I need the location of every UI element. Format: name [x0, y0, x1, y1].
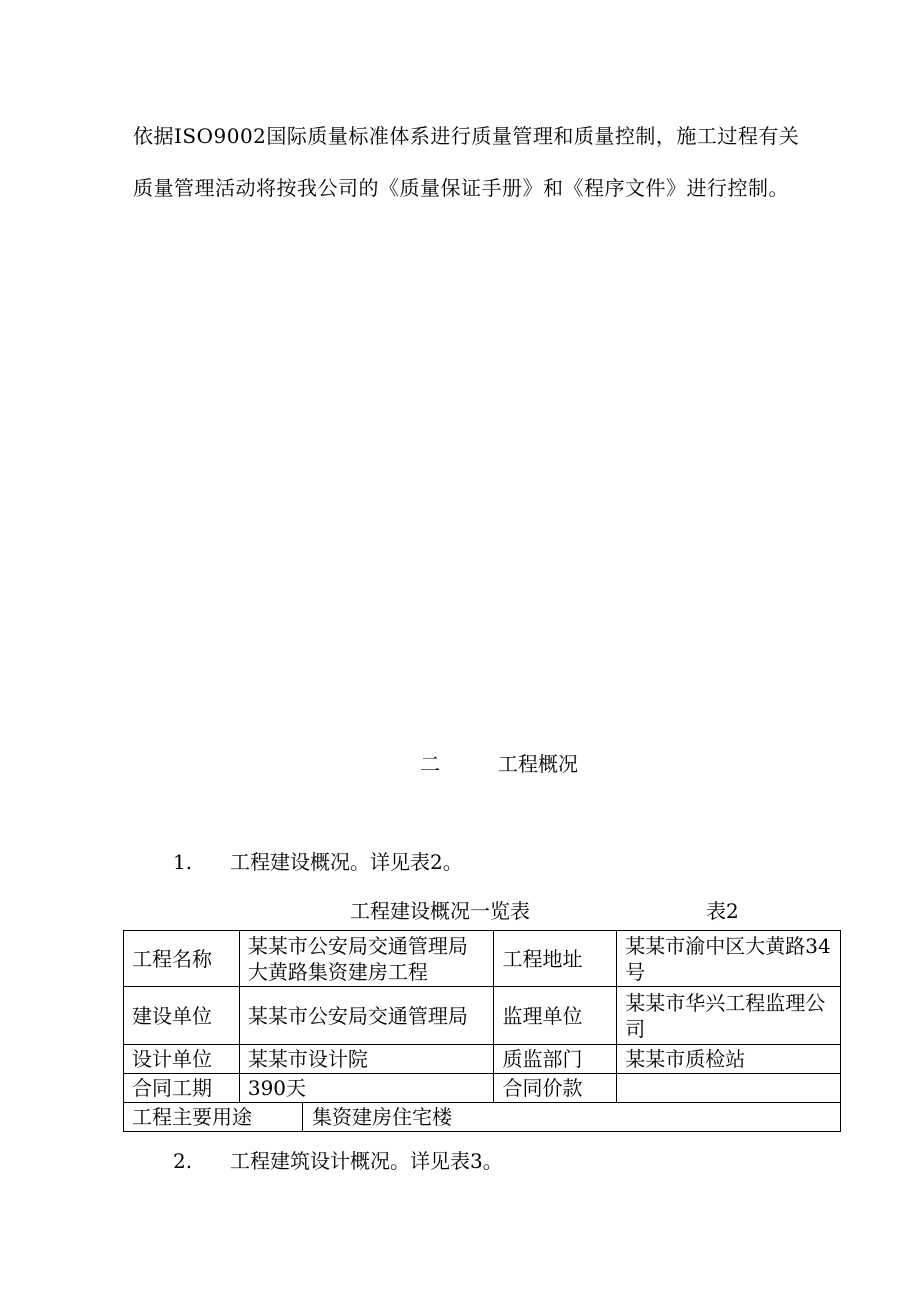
cell-label: 合同工期: [124, 1074, 240, 1103]
cell-label: 建设单位: [124, 987, 240, 1045]
intro-paragraph: [133, 110, 833, 214]
section-title: 工程概况: [498, 752, 578, 776]
item-2-number: 2.: [173, 1149, 193, 1173]
cell-value: [617, 1074, 841, 1103]
cell-label: 合同价款: [494, 1074, 617, 1103]
table-row: [124, 1074, 841, 1103]
item-1-text: 工程建设概况。详见表2。: [230, 850, 463, 874]
cell-value: 某某市公安局交通管理局大黄路集资建房工程: [239, 931, 494, 987]
table-row: [124, 931, 841, 987]
usage-value: 集资建房住宅楼: [312, 1105, 452, 1129]
cell-value: 某某市华兴工程监理公司: [617, 987, 841, 1045]
table-row: [124, 987, 841, 1045]
cell-value: 某某市公安局交通管理局: [239, 987, 494, 1045]
usage-label: 工程主要用途: [124, 1103, 303, 1131]
cell-label: 质监部门: [494, 1045, 617, 1074]
cell-value: 某某市设计院: [239, 1045, 494, 1074]
cell-value: 390天: [239, 1074, 494, 1103]
section-number: 二: [420, 752, 440, 776]
cell-label: 工程地址: [494, 931, 617, 987]
cell-value: 某某市渝中区大黄路34号: [617, 931, 841, 987]
cell-label: 监理单位: [494, 987, 617, 1045]
section-heading: [420, 748, 578, 777]
table-label: 表2: [706, 899, 739, 923]
intro-line-1: 依据ISO9002国际质量标准体系进行质量管理和质量控制，施工过程有关: [133, 124, 800, 148]
table-caption: 工程建设概况一览表: [350, 899, 530, 923]
table-row-usage: [123, 1103, 841, 1132]
item-1-number: 1.: [173, 850, 193, 874]
project-info-table: [123, 930, 841, 1103]
table-row: [124, 1045, 841, 1074]
item-2: [173, 1145, 503, 1174]
cell-label: 设计单位: [124, 1045, 240, 1074]
intro-line-2: 质量管理活动将按我公司的《质量保证手册》和《程序文件》进行控制。: [133, 176, 789, 200]
cell-value: 某某市质检站: [617, 1045, 841, 1074]
cell-label: 工程名称: [124, 931, 240, 987]
item-1: [173, 846, 463, 875]
item-2-text: 工程建筑设计概况。详见表3。: [230, 1149, 503, 1173]
